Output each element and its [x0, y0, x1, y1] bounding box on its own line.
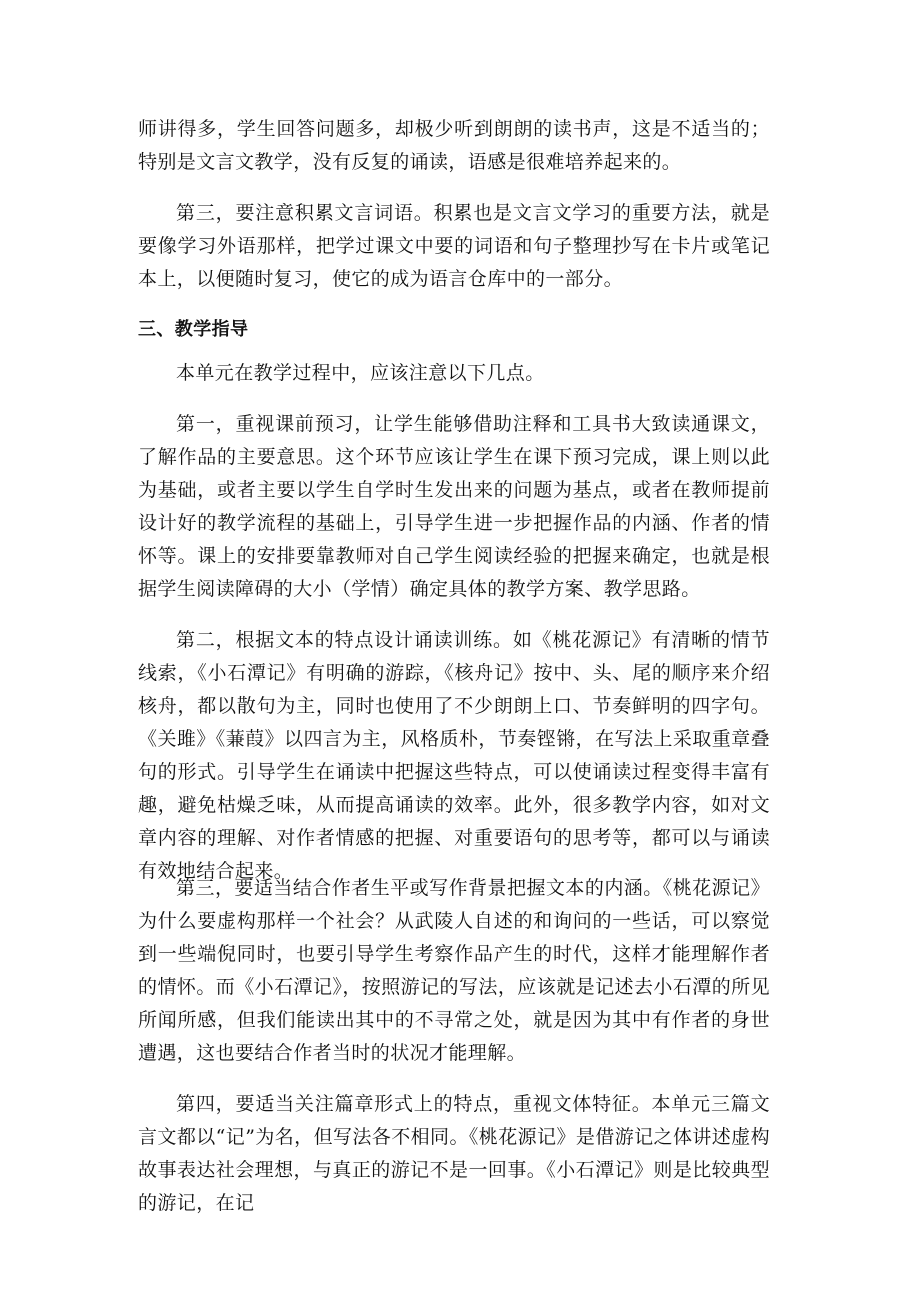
paragraph-2: 第三，要注意积累文言词语。积累也是文言文学习的重要方法，就是要像学习外语那样，把学过课文中要的词语和句子整理抄写在卡片或笔记本上，以便随时复习，使它的成为语言仓库中的一部分。 — [138, 202, 770, 290]
paragraph-block-3 — [138, 357, 770, 390]
section-heading-block — [138, 313, 770, 346]
paragraph-block-5 — [138, 624, 770, 888]
paragraph-7: 第四，要适当关注篇章形式上的特点，重视文体特征。本单元三篇文言文都以“记”为名，但写法各不相同。《桃花源记》是借游记之体讲述虚构故事表达社会理想，与真正的游记不是一回事。《小石潭记》则是比较典型的游记，在记 — [138, 1093, 770, 1214]
paragraph-block-4 — [138, 408, 770, 606]
paragraph-3: 本单元在教学过程中，应该注意以下几点。 — [176, 362, 545, 384]
section-heading: 三、教学指导 — [138, 319, 249, 340]
paragraph-4: 第一，重视课前预习，让学生能够借助注释和工具书大致读通课文，了解作品的主要意思。这个环节应该让学生在课下预习完成，课上则以此为基础，或者主要以学生自学时生发出来的问题为基点，或者在教师提前设计好的教学流程的基础上，引导学生进一步把握作品的内涵、作者的情怀等。课上的安排要靠教师对自己学生阅读经验的把握来确定，也就是根据学生阅读障碍的大小（学情）确定具体的教学方案、教学思路。 — [138, 413, 770, 600]
paragraph-block-7 — [138, 1088, 770, 1220]
paragraph-continuation — [138, 113, 770, 179]
paragraph-5: 第二，根据文本的特点设计诵读训练。如《桃花源记》有清晰的情节线索，《小石潭记》有明确的游踪，《核舟记》按中、头、尾的顺序来介绍核舟，都以散句为主，同时也使用了不少朗朗上口、节奏鲜明的四字句。《关雎》《蒹葭》以四言为主，风格质朴，节奏铿锵，在写法上采取重章叠句的形式。引导学生在诵读中把握这些特点，可以使诵读过程变得丰富有趣，避免枯燥乏味，从而提高诵读的效率。此外，很多教学内容，如对文章内容的理解、对作者情感的把握、对重要语句的思考等，都可以与诵读有效地结合起来。 — [138, 629, 770, 882]
paragraph-6: 第三，要适当结合作者生平或写作背景把握文本的内涵。《桃花源记》为什么要虚构那样一个社会？从武陵人自述的和询问的一些话，可以察觉到一些端倪同时，也要引导学生考察作品产生的时代，这样才能理解作者的情怀。而《小石潭记》，按照游记的写法，应该就是记述去小石潭的所见所闻所感，但我们能读出其中的不寻常之处，就是因为其中有作者的身世遭遇，这也要结合作者当时的状况才能理解。 — [138, 877, 770, 1064]
paragraph-block-6 — [138, 872, 770, 1070]
paragraph-1: 师讲得多，学生回答问题多，却极少听到朗朗的读书声，这是不适当的；特别是文言文教学，没有反复的诵读，语感是很难培养起来的。 — [138, 118, 770, 173]
paragraph-block-2 — [138, 197, 770, 296]
